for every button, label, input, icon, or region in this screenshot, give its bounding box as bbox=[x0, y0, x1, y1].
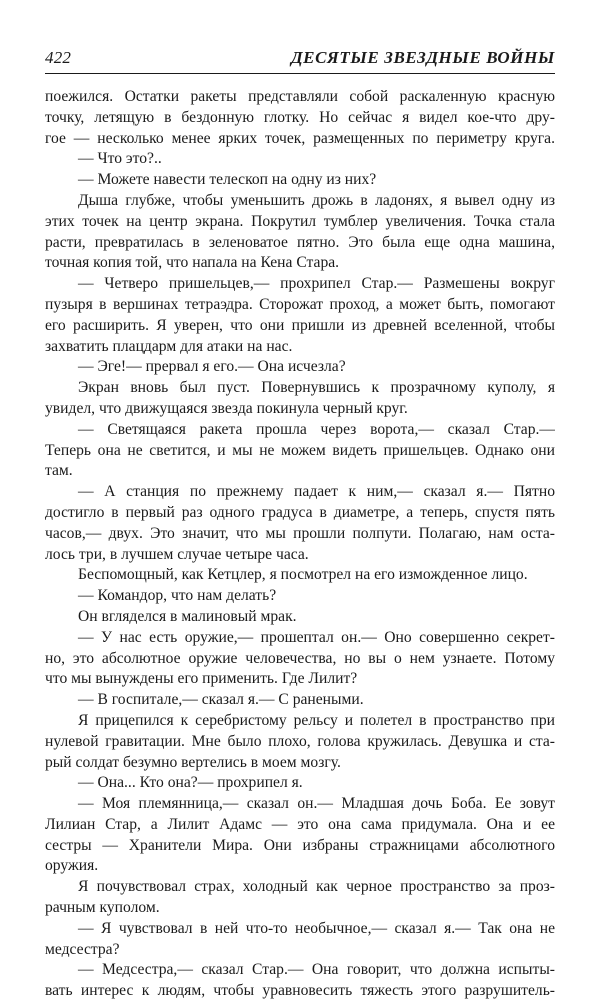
text-line: — Можете навести телескоп на одну из них? bbox=[78, 171, 377, 189]
text-line: — Четверо пришельцев,— прохрипел Стар.— Размешены вокруг bbox=[78, 275, 555, 293]
text-line: рачным куполом. bbox=[45, 899, 160, 917]
text-line: но, это абсолютное оружие человечества, но вы о нем узнаете. Потому bbox=[45, 649, 555, 667]
text-line: что мы вынуждены его применить. Где Лилит? bbox=[45, 670, 358, 688]
text-line: — А станция по прежнему падает к ним,— сказал я.— Пятно bbox=[78, 483, 555, 501]
text-line: — Светящаяся ракета прошла через ворота,— сказал Стар.— bbox=[78, 420, 555, 438]
text-line: гое — несколько менее ярких точек, размещенных по периметру круга. bbox=[45, 129, 555, 147]
text-line: достигло в первый раз одного градуса в диаметре, а теперь, спустя пять bbox=[45, 503, 555, 521]
text-line: — Что это?.. bbox=[78, 150, 162, 168]
text-line: Я почувствовал страх, холодный как черное пространство за проз- bbox=[78, 878, 555, 896]
text-line: рый солдат безумно вертелись в моем мозгу. bbox=[45, 753, 341, 771]
text-line: Дыша глубже, чтобы уменьшить дрожь в ладонях, я вывел одну из bbox=[78, 191, 555, 209]
text-line: нулевой гравитации. Мне было плохо, голова кружилась. Девушка и ста- bbox=[45, 732, 555, 750]
text-line: там. bbox=[45, 462, 73, 480]
body-text bbox=[45, 87, 555, 1002]
text-line: — Она... Кто она?— прохрипел я. bbox=[78, 774, 303, 792]
text-line: часов,— двух. Это значит, что мы прошли полпути. Полагаю, нам оста- bbox=[45, 524, 555, 542]
text-line: увидел, что движущаяся звезда покинула черный круг. bbox=[45, 399, 408, 417]
text-line: Он вгляделся в малиновый мрак. bbox=[78, 607, 297, 625]
page-number: 422 bbox=[45, 48, 72, 67]
text-line: точку, летящую в бездонную глотку. Но сейчас я видел кое-что дру- bbox=[45, 108, 555, 126]
text-line: поежился. Остатки ракеты представляли собой раскаленную красную bbox=[45, 88, 555, 105]
text-line: вать интерес к людям, чтобы уравновесить тяжесть этого разрушитель- bbox=[45, 982, 555, 1000]
text-line: точная копия той, что напала на Кена Стара. bbox=[45, 254, 340, 272]
text-line: — Медсестра,— сказал Стар.— Она говорит, что должна испыты- bbox=[78, 961, 555, 979]
text-line: расти, превратилась в зеленоватое пятно. Это была еще одна машина, bbox=[45, 233, 555, 251]
text-line: Экран вновь был пуст. Повернувшись к прозрачному куполу, я bbox=[78, 379, 555, 397]
text-line: медсестра? bbox=[45, 940, 120, 958]
text-line: его расширить. Я уверен, что они пришли из древней вселенной, чтобы bbox=[45, 316, 555, 334]
text-line: — Командор, что нам делать? bbox=[78, 587, 277, 605]
text-line: лось три, в лучшем случае четыре часа. bbox=[45, 545, 309, 563]
text-line: Лилиан Стар, а Лилит Адамс — это она сама придумала. Она и ее bbox=[45, 815, 555, 833]
text-line: — Эге!— прервал я его.— Она исчезла? bbox=[78, 358, 346, 376]
running-title: ДЕСЯТЫЕ ЗВЕЗДНЫЕ ВОЙНЫ bbox=[290, 48, 555, 67]
header-divider bbox=[45, 73, 555, 74]
text-line: Я прицепился к серебристому рельсу и полетел в пространство при bbox=[78, 711, 555, 729]
text-line: — Моя племянница,— сказал он.— Младшая дочь Боба. Ее зовут bbox=[78, 795, 555, 813]
text-line: — Я чувствовал в ней что-то необычное,— сказал я.— Так она не bbox=[78, 919, 555, 937]
text-line: захватить плацдарм для атаки на нас. bbox=[45, 337, 293, 355]
text-line: пузыря в вершинах тетраэдра. Сторожат проход, а может быть, помогают bbox=[45, 295, 555, 313]
text-line: оружия. bbox=[45, 857, 99, 875]
page-header bbox=[45, 46, 555, 70]
text-line: Беспомощный, как Кетцлер, я посмотрел на его изможденное лицо. bbox=[78, 566, 528, 584]
text-line: Теперь она не светится, и мы не можем видеть пришельцев. Однако они bbox=[45, 441, 555, 459]
text-line: — У нас есть оружие,— прошептал он.— Оно совершенно секрет- bbox=[78, 628, 555, 646]
text-line: этих точек на центр экрана. Покрутил тумблер увеличения. Точка стала bbox=[45, 212, 555, 230]
text-line: — В госпитале,— сказал я.— С ранеными. bbox=[78, 691, 364, 709]
text-line: сестры — Хранители Мира. Они избраны стражницами абсолютного bbox=[45, 836, 555, 854]
